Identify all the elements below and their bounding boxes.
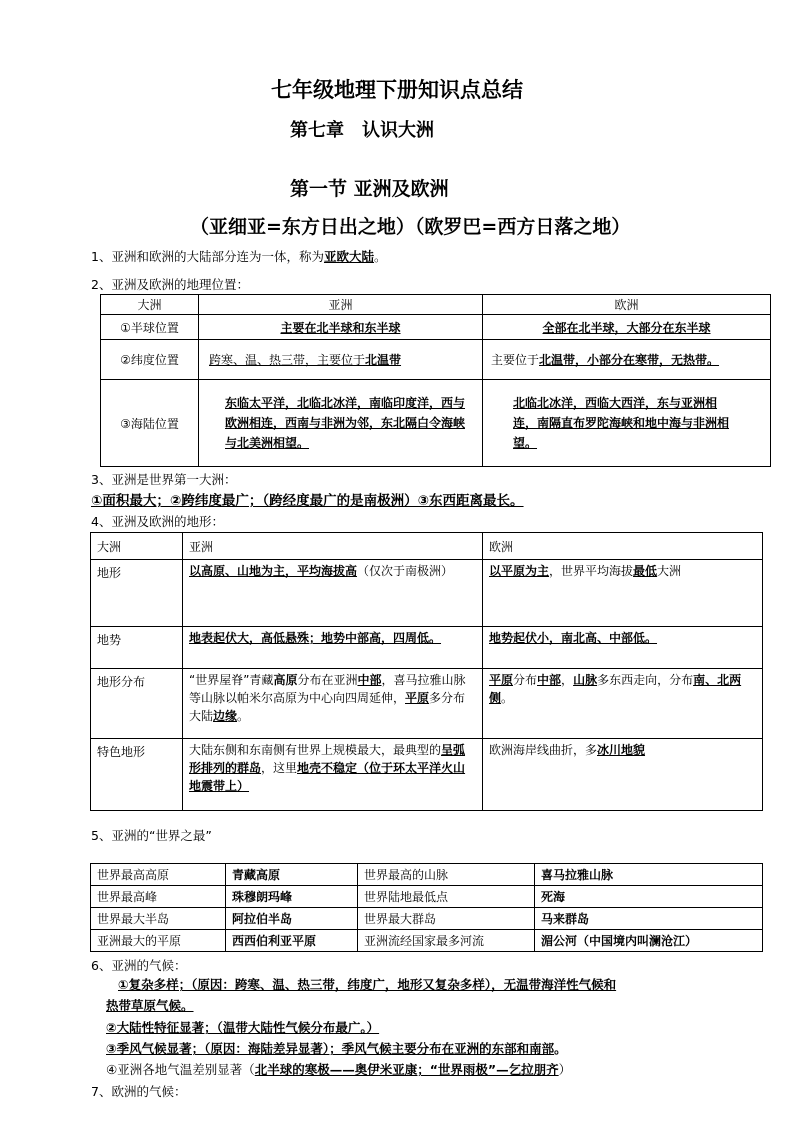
- table2-header-europe: 欧洲: [483, 533, 763, 560]
- table2-label-feature: 特色地形: [91, 739, 183, 811]
- climate-point-1a: ①复杂多样；（原因：跨寒、温、热三带，纬度广，地形又复杂多样），无温带海洋性气候和: [118, 977, 617, 992]
- table1-label-hemisphere: ①半球位置: [101, 315, 199, 340]
- paragraph-6: 6、亚洲的气候：: [91, 958, 187, 973]
- table3-label: 世界最大半岛: [91, 908, 226, 930]
- table3-label: 世界最高的山脉: [358, 864, 535, 886]
- table2-label-terrain: 地形: [91, 560, 183, 627]
- section-subtitle: （亚细亚=东方日出之地）（欧罗巴=西方日落之地）: [190, 216, 631, 238]
- table3-value: 青藏高原: [226, 864, 358, 886]
- climate-point-1b: 热带草原气候。: [106, 998, 194, 1013]
- table1-asia-hemisphere: 主要在北半球和东半球: [199, 315, 483, 340]
- paragraph-3: 3、亚洲是世界第一大洲：: [91, 472, 237, 487]
- terrain-table: [90, 532, 763, 811]
- table1-asia-sea-land: 东临太平洋，北临北冰洋，南临印度洋，西与欧洲相连，西南与非洲为邻，东北隔白令海峡与北美洲相望。: [199, 380, 483, 467]
- table2-europe-terrain: 以平原为主，世界平均海拔最低大洲: [483, 560, 763, 627]
- paragraph-7: 7、欧洲的气候：: [91, 1084, 187, 1099]
- paragraph-3-detail: ①面积最大；②跨纬度最广；（跨经度最广的是南极洲）③东西距离最长。: [91, 493, 524, 509]
- location-table: [100, 294, 771, 467]
- table2-europe-slope: 地势起伏小，南北高、中部低。: [483, 627, 763, 669]
- paragraph-4: 4、亚洲及欧洲的地形：: [91, 514, 224, 529]
- climate-point-4: ④亚洲各地气温差别显著（北半球的寒极——奥伊米亚康；“世界雨极”—乞拉朋齐）: [106, 1062, 572, 1077]
- table2-label-slope: 地势: [91, 627, 183, 669]
- table3-label: 世界最高峰: [91, 886, 226, 908]
- table3-label: 世界最大群岛: [358, 908, 535, 930]
- table3-value: 珠穆朗玛峰: [226, 886, 358, 908]
- table3-label: 世界陆地最低点: [358, 886, 535, 908]
- table3-value: 湄公河（中国境内叫澜沧江）: [535, 930, 763, 952]
- table2-asia-terrain: 以高原、山地为主，平均海拔高（仅次于南极洲）: [183, 560, 483, 627]
- chapter-heading: 第七章 认识大洲: [290, 120, 434, 141]
- table3-row: [91, 908, 763, 930]
- table1-asia-latitude: 跨寒、温、热三带，主要位于北温带: [199, 340, 483, 380]
- table3-row: [91, 930, 763, 952]
- table2-europe-feature: 欧洲海岸线曲折，多冰川地貌: [483, 739, 763, 811]
- table3-row: [91, 864, 763, 886]
- table1-header-continent: 大洲: [101, 295, 199, 315]
- table1-header-asia: 亚洲: [199, 295, 483, 315]
- climate-point-3: ③季风气候显著；（原因：海陆差异显著）；季风气候主要分布在亚洲的东部和南部。: [106, 1041, 567, 1056]
- table1-europe-latitude: 主要位于北温带，小部分在寒带，无热带。: [483, 340, 771, 380]
- document-title: 七年级地理下册知识点总结: [271, 77, 523, 102]
- table2-label-distribution: 地形分布: [91, 669, 183, 739]
- table3-label: 亚洲最大的平原: [91, 930, 226, 952]
- p1-prefix: 1、亚洲和欧洲的大陆部分连为一体，称为: [91, 249, 324, 264]
- table3-value: 阿拉伯半岛: [226, 908, 358, 930]
- p1-term: 亚欧大陆: [323, 249, 374, 264]
- table1-europe-hemisphere: 全部在北半球，大部分在东半球: [483, 315, 771, 340]
- table3-value: 西西伯利亚平原: [226, 930, 358, 952]
- table2-asia-feature: 大陆东侧和东南侧有世界上规模最大，最典型的呈弧形排列的群岛，这里地壳不稳定（位于环太平洋火山地震带上）: [183, 739, 483, 811]
- table2-asia-distribution: “世界屋脊”青藏高原分布在亚洲中部，喜马拉雅山脉等山脉以帕米尔高原为中心向四周延伸，平原多分布大陆边缘。: [183, 669, 483, 739]
- table1-header-europe: 欧洲: [483, 295, 771, 315]
- table2-europe-distribution: 平原分布中部，山脉多东西走向，分布南、北两侧。: [483, 669, 763, 739]
- table3-value: 死海: [535, 886, 763, 908]
- table3-label: 世界最高高原: [91, 864, 226, 886]
- table3-value: 喜马拉雅山脉: [535, 864, 763, 886]
- table1-label-latitude: ②纬度位置: [101, 340, 199, 380]
- climate-point-2: ②大陆性特征显著；（温带大陆性气候分布最广。）: [106, 1020, 380, 1035]
- paragraph-1: [91, 247, 387, 265]
- table2-header-continent: 大洲: [91, 533, 183, 560]
- paragraph-5: 5、亚洲的“世界之最”: [91, 828, 212, 843]
- section-heading: 第一节 亚洲及欧洲: [290, 178, 449, 200]
- p1-suffix: 。: [373, 249, 387, 264]
- table1-label-sea-land: ③海陆位置: [101, 380, 199, 467]
- world-records-table: [90, 863, 763, 952]
- table3-label: 亚洲流经国家最多河流: [358, 930, 535, 952]
- table2-asia-slope: 地表起伏大，高低悬殊；地势中部高，四周低。: [183, 627, 483, 669]
- table3-value: 马来群岛: [535, 908, 763, 930]
- paragraph-2: 2、亚洲及欧洲的地理位置：: [91, 277, 249, 292]
- table1-europe-sea-land: 北临北冰洋，西临大西洋，东与亚洲相连，南隔直布罗陀海峡和地中海与非洲相望。: [483, 380, 771, 467]
- table3-row: [91, 886, 763, 908]
- table2-header-asia: 亚洲: [183, 533, 483, 560]
